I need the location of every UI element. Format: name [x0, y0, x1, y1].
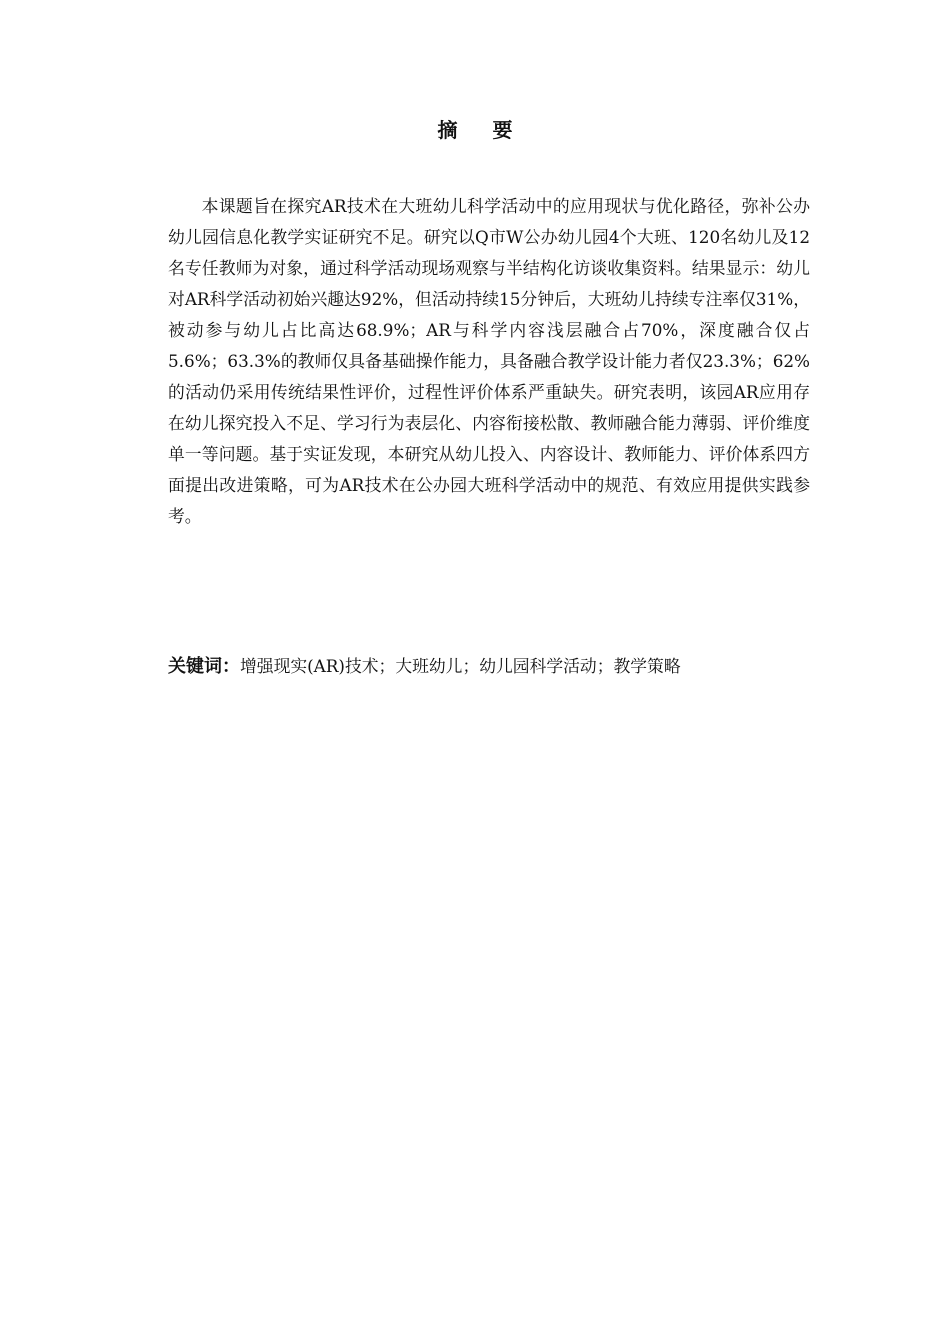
abstract-body: 本课题旨在探究AR技术在大班幼儿科学活动中的应用现状与优化路径，弥补公办幼儿园信息化教学实证研究不足。研究以Q市W公办幼儿园4个大班、120名幼儿及12名专任教师为对象，通过科学活动现场观察与半结构化访谈收集资料。结果显示：幼儿对AR科学活动初始兴趣达92%，但活动持续15分钟后，大班幼儿持续专注率仅31%，被动参与幼儿占比高达68.9%；AR与科学内容浅层融合占70%，深度融合仅占5.6%；63.3%的教师仅具备基础操作能力，具备融合教学设计能力者仅23.3%；62%的活动仍采用传统结果性评价，过程性评价体系严重缺失。研究表明，该园AR应用存在幼儿探究投入不足、学习行为表层化、内容衔接松散、教师融合能力薄弱、评价维度单一等问题。基于实证发现，本研究从幼儿投入、内容设计、教师能力、评价体系四方面提出改进策略，可为AR技术在公办园大班科学活动中的规范、有效应用提供实践参考。 — [168, 196, 810, 526]
keywords-line — [168, 651, 810, 682]
keywords-text: 增强现实(AR)技术；大班幼儿；幼儿园科学活动；教学策略 — [240, 656, 681, 676]
keywords-label: 关键词： — [168, 656, 240, 677]
abstract-heading: 摘 要 — [437, 118, 527, 142]
